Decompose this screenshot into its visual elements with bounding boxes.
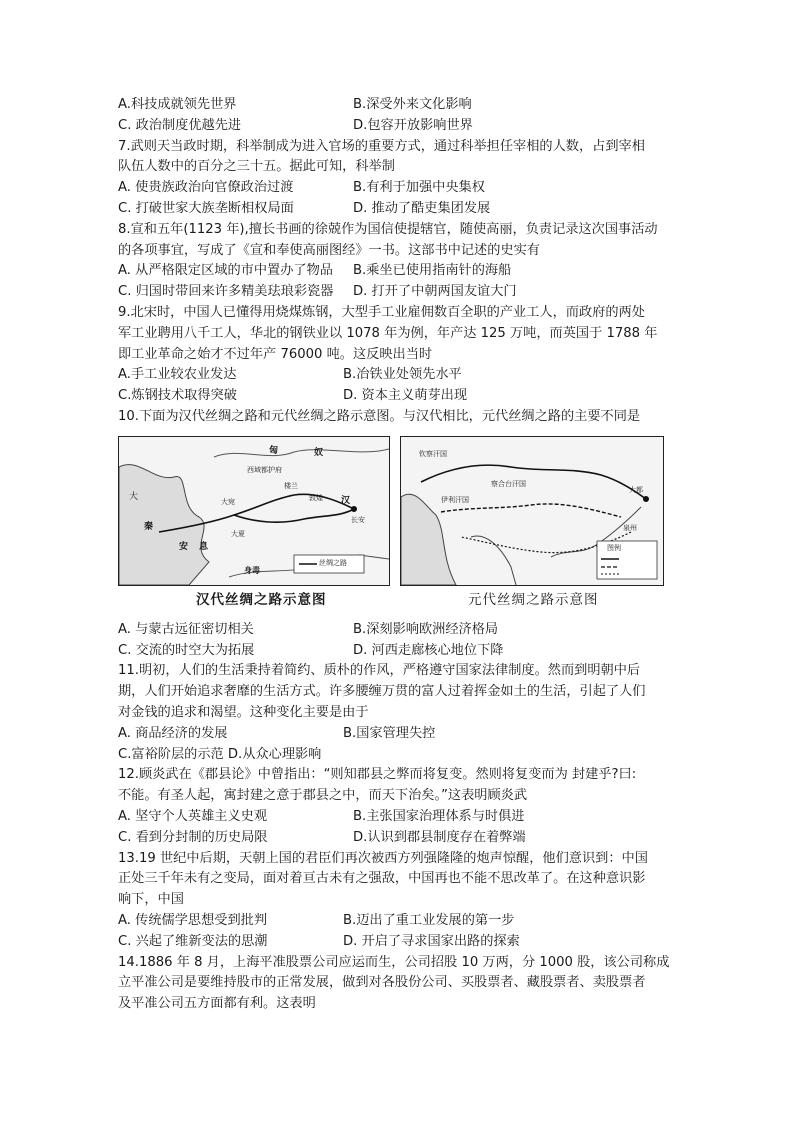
option-d: D. 河西走廊核心地位下降 — [353, 642, 504, 658]
map-label: 楼兰 — [284, 481, 298, 490]
question-8-stem: 的各项事宜，写成了《宣和奉使高丽图经》一书。这部书中记述的史实有 — [118, 242, 540, 258]
option-row — [118, 282, 678, 303]
option-a: A. 传统儒学思想受到批判 — [118, 912, 268, 928]
map-label: 长安 — [351, 515, 365, 524]
option-a: A. 商品经济的发展 — [118, 725, 228, 741]
map-label: 伊利汗国 — [441, 495, 469, 504]
option-a: A. 使贵族政治向官僚政治过渡 — [118, 180, 294, 196]
question-9-stem: 9.北宋时，中国人已懂得用烧煤炼钢，大型手工业雇佣数百全职的产业工人，而政府的两处 — [118, 304, 645, 320]
yuan-silk-road-map — [400, 436, 664, 586]
option-row — [118, 386, 678, 407]
option-row — [118, 116, 678, 137]
question-14-stem: 及平准公司五方面都有利。这表明 — [118, 996, 316, 1012]
question-14-stem: 14.1886 年 8 月，上海平准股票公司应运而生，公司招股 10 万两，分 1000 股，该公司称成 — [118, 954, 670, 970]
yuan-map-image — [401, 437, 663, 585]
option-c: C.炼钢技术取得突破 — [118, 388, 237, 404]
option-row — [118, 178, 678, 199]
option-row — [118, 365, 678, 386]
option-b: B.乘坐已使用指南针的海船 — [353, 263, 512, 279]
option-b: B.冶铁业处领先水平 — [343, 367, 462, 383]
option-row — [118, 95, 678, 116]
question-13-stem: 响下，中国 — [118, 892, 184, 908]
yuan-map-caption: 元代丝绸之路示意图 — [468, 591, 599, 608]
option-c: C. 看到分封制的历史局限 — [118, 829, 268, 845]
option-b: B.迈出了重工业发展的第一步 — [343, 912, 515, 928]
option-row — [118, 724, 678, 745]
option-c: C. 兴起了维新变法的思潮 — [118, 933, 268, 949]
map-label: 察合台汗国 — [491, 479, 526, 488]
exam-page — [118, 95, 678, 1015]
option-d: D. 开启了寻求国家出路的探索 — [343, 933, 520, 949]
question-10-stem: 10.下面为汉代丝绸之路和元代丝绸之路示意图。与汉代相比，元代丝绸之路的主要不同是 — [118, 408, 641, 424]
option-c: C. 政治制度优越先进 — [118, 117, 242, 133]
question-14-stem: 立平准公司是要维持股市的正常发展，做到对各股份公司、买股票者、藏股票者、卖股票者 — [118, 975, 646, 991]
map-label: 大都 — [629, 485, 643, 494]
option-row — [118, 807, 678, 828]
question-9-stem: 军工业聘用八千工人，华北的钢铁业以 1078 年为例，年产达 125 万吨，而英国于 1788 年 — [118, 325, 658, 341]
question-11-stem: 期，人们开始追求奢靡的生活方式。许多腰缠万贯的富人过着挥金如土的生活，引起了人们 — [118, 684, 646, 700]
option-row — [118, 261, 678, 282]
map-label: 西域都护府 — [247, 465, 282, 474]
option-a: A. 从严格限定区域的市中置办了物品 — [118, 263, 333, 279]
map-label: 大 — [129, 491, 139, 502]
map-legend-title: 图例 — [607, 543, 621, 552]
question-11-stem: 对金钱的追求和渴望。这种变化主要是由于 — [118, 704, 369, 720]
question-12-stem: 12.顾炎武在《郡县论》中曾指出：“则知郡县之弊而将复变。然则将复变而为 封建乎?曰: — [118, 767, 637, 783]
map-label: 匈 — [269, 445, 279, 456]
map-label: 钦察汗国 — [419, 449, 447, 458]
option-b: B.主张国家治理体系与时俱进 — [353, 808, 525, 824]
option-a: A. 坚守个人英雄主义史观 — [118, 808, 268, 824]
option-row — [118, 620, 678, 641]
option-c: C. 交流的时空大为拓展 — [118, 642, 255, 658]
han-map-caption: 汉代丝绸之路示意图 — [196, 591, 327, 608]
map-label: 息 — [199, 541, 209, 552]
option-b: B.有利于加强中央集权 — [353, 180, 485, 196]
question-7-stem: 队伍人数中的百分之三十五。据此可知，科举制 — [118, 159, 395, 175]
question-8-stem: 8.宣和五年(1123 年),擅长书画的徐兢作为国信使提辖官，随使高丽，负责记录这次国事活动 — [118, 221, 658, 237]
option-row — [118, 828, 678, 849]
silk-road-maps — [118, 436, 678, 614]
map-label: 身毒 — [244, 565, 260, 575]
map-label: 秦 — [144, 521, 154, 532]
question-11-stem: 11.明初，人们的生活秉持着简约、质朴的作风，严格遵守国家法律制度。然而到明朝中后 — [118, 663, 641, 679]
han-map-image — [119, 437, 389, 585]
option-a: A.科技成就领先世界 — [118, 97, 237, 112]
option-b: B.国家管理失控 — [343, 725, 436, 741]
option-row-cd: C.富裕阶层的示范 D.从众心理影响 — [118, 746, 322, 762]
question-13-stem: 13.19 世纪中后期，天朝上国的君臣们再次被西方列强隆隆的炮声惊醒，他们意识到：中国 — [118, 850, 648, 866]
option-row — [118, 932, 678, 953]
option-d: D. 推动了酷吏集团发展 — [353, 200, 491, 216]
option-d: D.认识到郡县制度存在着弊端 — [353, 829, 526, 845]
question-12-stem: 不能。有圣人起，寓封建之意于郡县之中，而天下治矣。”这表明顾炎武 — [118, 788, 528, 804]
option-a: A.手工业较农业发达 — [118, 367, 237, 383]
map-label: 汉 — [341, 495, 351, 506]
map-label: 泉州 — [623, 523, 637, 532]
option-d: D.包容开放影响世界 — [353, 117, 473, 133]
map-label: 安 — [179, 541, 189, 552]
question-13-stem: 正处三千年未有之变局，面对着亘古未有之强敌，中国再也不能不思改革了。在这种意识影 — [118, 871, 646, 887]
option-row — [118, 911, 678, 932]
han-silk-road-map — [118, 436, 390, 586]
map-legend-label: 丝绸之路 — [319, 558, 347, 567]
option-c: C. 打破世家大族垄断相权局面 — [118, 200, 294, 216]
option-d: D. 资本主义萌芽出现 — [343, 388, 468, 404]
map-label: 大夏 — [231, 529, 245, 538]
option-row — [118, 641, 678, 662]
question-9-stem: 即工业革命之始才不过年产 76000 吨。这反映出当时 — [118, 346, 433, 362]
map-label: 敦煌 — [309, 493, 323, 502]
option-b: B.深受外来文化影响 — [353, 97, 472, 112]
option-d: D. 打开了中朝两国友谊大门 — [353, 284, 517, 300]
option-row — [118, 199, 678, 220]
option-a: A. 与蒙古远征密切相关 — [118, 621, 254, 637]
map-label: 大宛 — [221, 497, 235, 506]
option-b: B.深刻影响欧洲经济格局 — [353, 621, 499, 637]
map-label: 奴 — [314, 447, 324, 458]
question-7-stem: 7.武则天当政时期，科举制成为进入官场的重要方式，通过科举担任宰相的人数，占到宰相 — [118, 138, 645, 154]
option-c: C. 归国时带回来许多精美珐琅彩瓷器 — [118, 284, 334, 300]
